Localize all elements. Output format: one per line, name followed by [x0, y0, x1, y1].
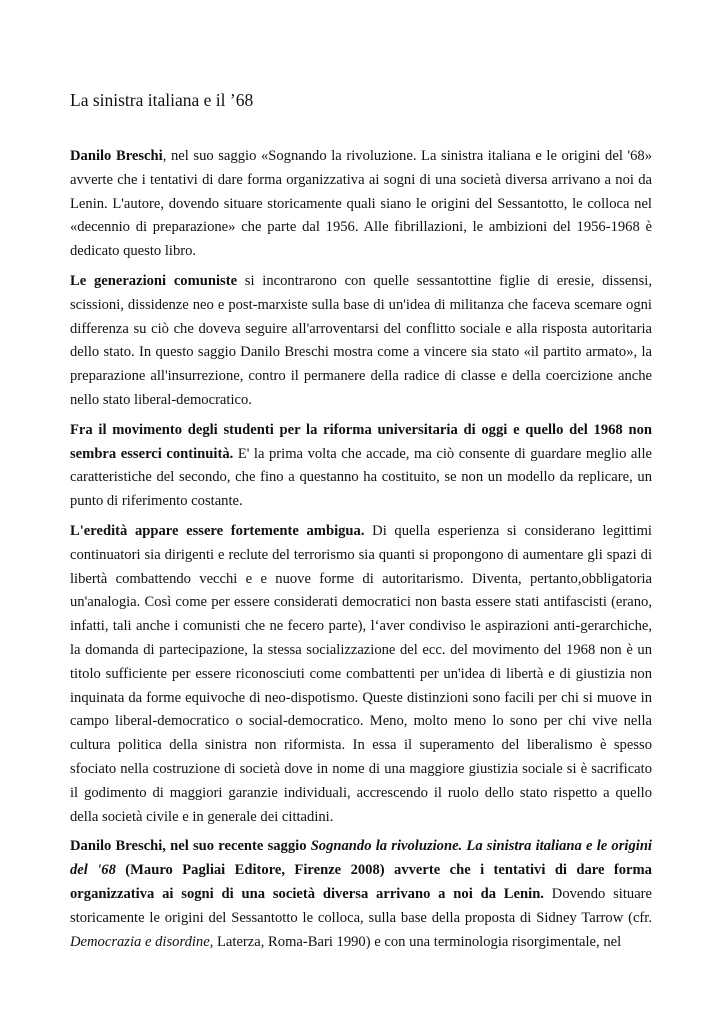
paragraph-lead: Danilo Breschi: [70, 148, 163, 164]
cited-work-title: Democrazia e disordine: [70, 933, 210, 950]
paragraph-text: Dovendo situare storicamente le origini del Sessantotto le colloca, sulla base della proposta di Sidney Tarrow (cfr.: [70, 885, 653, 926]
document-body: [70, 145, 652, 960]
paragraph-lead: Danilo Breschi, nel suo recente saggio: [70, 838, 311, 855]
paragraph-2: [70, 270, 652, 413]
paragraph-4: [70, 520, 652, 829]
paragraph-lead: Le generazioni comuniste: [70, 272, 238, 289]
paragraph-5: [70, 835, 652, 954]
book-title: Sognando la rivoluzione. La sinistra italiana e le origini del '68: [70, 838, 652, 879]
paragraph-text: E' la prima volta che accade, ma ciò consente di guardare meglio alle caratteristiche del secondo, che fino a questanno ha costituito, se non un modello da replicare, un punto di riferimento costante.: [70, 445, 652, 510]
paragraph-text-continued: , Laterza, Roma-Bari 1990) e con una terminologia risorgimentale, nel: [209, 933, 622, 950]
paragraph-lead: Fra il movimento degli studenti per la riforma universitaria di oggi e quello del 1968 non sembra esserci continuità.: [70, 421, 652, 462]
paragraph-3: [70, 419, 652, 514]
paragraph-lead: L'eredità appare essere fortemente ambigua.: [70, 522, 365, 539]
paragraph-text: , nel suo saggio «Sognando la rivoluzione. La sinistra italiana e le origini del '68» avverte che i tentativi di dare forma organizzativa ai sogni di una società diversa arrivano a noi da Lenin. L'autore, dovendo situare storicamente quali siano le origini del Sessantotto, le colloca nel «decennio di preparazione» che parte dal 1956. Alle fibrillazioni, le ambizioni del 1956-1968 è dedicato questo libro.: [70, 148, 653, 260]
paragraph-text: Di quella esperienza si considerano legittimi continuatori sia dirigenti e reclute del terrorismo sia quanti si propongono di aumentare gli spazi di libertà combattendo vecchi e e nuove forme di autoritarismo. Diventa, pertanto,obbligatoria un'analogia. Così come per essere considerati democratici non basta essere stati antifascisti (erano, infatti, tali anche i comunisti che ne fecero parte), l‘aver condiviso le aspirazioni anti-gerarchiche, la domanda di partecipazione, la stessa socializzazione del ecc. del movimento del 1968 non è un titolo sufficiente per essere riconosciuti come combattenti per un'idea di libertà e di giustizia non inquinata da forme equivoche di neo-dispotismo. Queste distinzioni sono facili per chi si muove in campo liberal-democratico o social-democratico. Meno, molto meno lo sono per chi vive nella cultura politica della sinistra non riformista. In essa il superamento del liberalismo è spesso sfociato nella costruzione di società dove in nome di una maggiore giustizia sociale si è sacrificato il godimento di maggiori garanzie individuali, accrescendo il ruolo dello stato rispetto a quello della società civile e in generale dei cittadini.: [70, 522, 652, 825]
paragraph-lead-continued: (Mauro Pagliai Editore, Firenze 2008) avverte che i tentativi di dare forma organizzativa ai sogni di una società diversa arrivano a noi da Lenin.: [70, 862, 652, 902]
paragraph-text: si incontrarono con quelle sessantottine figlie di eresie, dissensi, scissioni, dissidenze neo e post-marxiste sulla base di un'idea di militanza che faceva scemare ogni differenza su ciò che doveva seguire all'arroventarsi del conflitto sociale e alla risposta autoritaria dello stato. In questo saggio Danilo Breschi mostra come a vincere sia stato «il partito armato», la preparazione all'insurrezione, contro il permanere della radice di classe e della coercizione anche nello stato liberal-democratico.: [70, 272, 652, 408]
paragraph-1: [70, 145, 652, 264]
document-title: La sinistra italiana e il ’68: [70, 90, 254, 110]
